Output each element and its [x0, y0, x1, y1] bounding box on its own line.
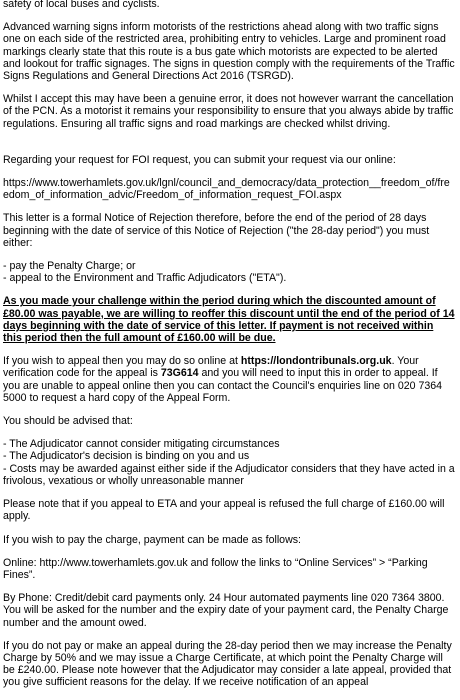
appeal-text-b: . Your verification code for the appeal is — [3, 355, 419, 380]
appeal-text-c: and you will need to input this in order to appeal. If you are unable to appeal online then you can contact the Council's enquiries line on 020 7364 5000 to request a hard copy of the Appeal Form. — [3, 367, 443, 404]
verification-code: 73G614 — [160, 367, 199, 380]
paragraph-safety: safety of local buses and cyclists. — [3, 0, 160, 10]
paragraph-pay-phone: By Phone: Credit/debit card payments only. 24 Hour automated payments line 020 7364 3800. You will be asked for the number and the expiry date of your payment card, the Penalty Charge number and the amount owed. — [3, 592, 449, 629]
paragraph-genuine-error: Whilst I accept this may have been a genuine error, it does not however warrant the cancellation of the PCN. As a motorist it remains your responsibility to ensure that you always abide by traffic regulations. Ensuring all traffic signs and road markings are checked whilst driving. — [3, 93, 454, 130]
paragraph-payment-intro: If you wish to pay the charge, payment can be made as follows: — [3, 533, 301, 546]
paragraph-discount-offer: As you made your challenge within the period during which the discounted amount of £80.00 was payable, we are willing to reoffer this discount until the end of the period of 14 days beginning with the date of service of this letter. If payment is not received within this period then the full amount of £160.00 will be due. — [3, 295, 455, 345]
appeal-website-link: https://londontribunals.org.uk — [240, 355, 392, 368]
paragraph-eta-refused: Please note that if you appeal to ETA and your appeal is refused the full charge of £160.00 will apply. — [3, 498, 445, 523]
letter-body — [3, 0, 455, 700]
paragraph-late-payment: If you do not pay or make an appeal during the 28-day period then we may increase the Penalty Charge by 50% and we may issue a Charge Certificate, at which point the Penalty Charge will be £240.00. Please note however that the Adjudicator may consider a late appeal, provided that you give sufficient reasons for the delay. If we receive notification of an appeal — [3, 639, 452, 689]
list-item: - appeal to the Environment and Traffic Adjudicators ("ETA"). — [3, 272, 287, 285]
options-list — [3, 260, 455, 284]
advice-list — [3, 438, 455, 487]
appeal-text-a: If you wish to appeal then you may do so online at — [3, 355, 241, 368]
paragraph-advised: You should be advised that: — [3, 415, 133, 428]
paragraph-pay-online: Online: http://www.towerhamlets.gov.uk and follow the links to “Online Services” > “Parking Fines”. — [3, 556, 428, 581]
list-item: - The Adjudicator's decision is binding on you and us — [3, 450, 250, 463]
list-item: - pay the Penalty Charge; or — [3, 260, 136, 273]
paragraph-appeal-online — [3, 355, 455, 404]
paragraph-warning-signs: Advanced warning signs inform motorists of the restrictions ahead along with two traffic signs one on each side of the restricted area, prohibiting entry to vehicles. Large and prominent road markings clearly state that this route is a bus gate which motorists are expected to be alerted and lookout for traffic signages. The signs in question comply with the requirements of the Traffic Signs Regulations and General Directions Act 2016 (TSRGD). — [3, 21, 455, 83]
foi-url: https://www.towerhamlets.gov.uk/lgnl/council_and_democracy/data_protection__freedom_of/freedom_of_information_advic/Freedom_of_information_request_FOI.aspx — [3, 177, 450, 202]
paragraph-notice-of-rejection: This letter is a formal Notice of Rejection therefore, before the end of the period of 28 days beginning with the date of service of this Notice of Rejection ("the 28-day period") you must either: — [3, 212, 430, 249]
list-item: - Costs may be awarded against either side if the Adjudicator considers that they have acted in a frivolous, vexatious or wholly unreasonable manner — [3, 462, 455, 487]
list-item: - The Adjudicator cannot consider mitigating circumstances — [3, 438, 280, 451]
paragraph-foi-request: Regarding your request for FOI request, you can submit your request via our online: — [3, 153, 396, 166]
